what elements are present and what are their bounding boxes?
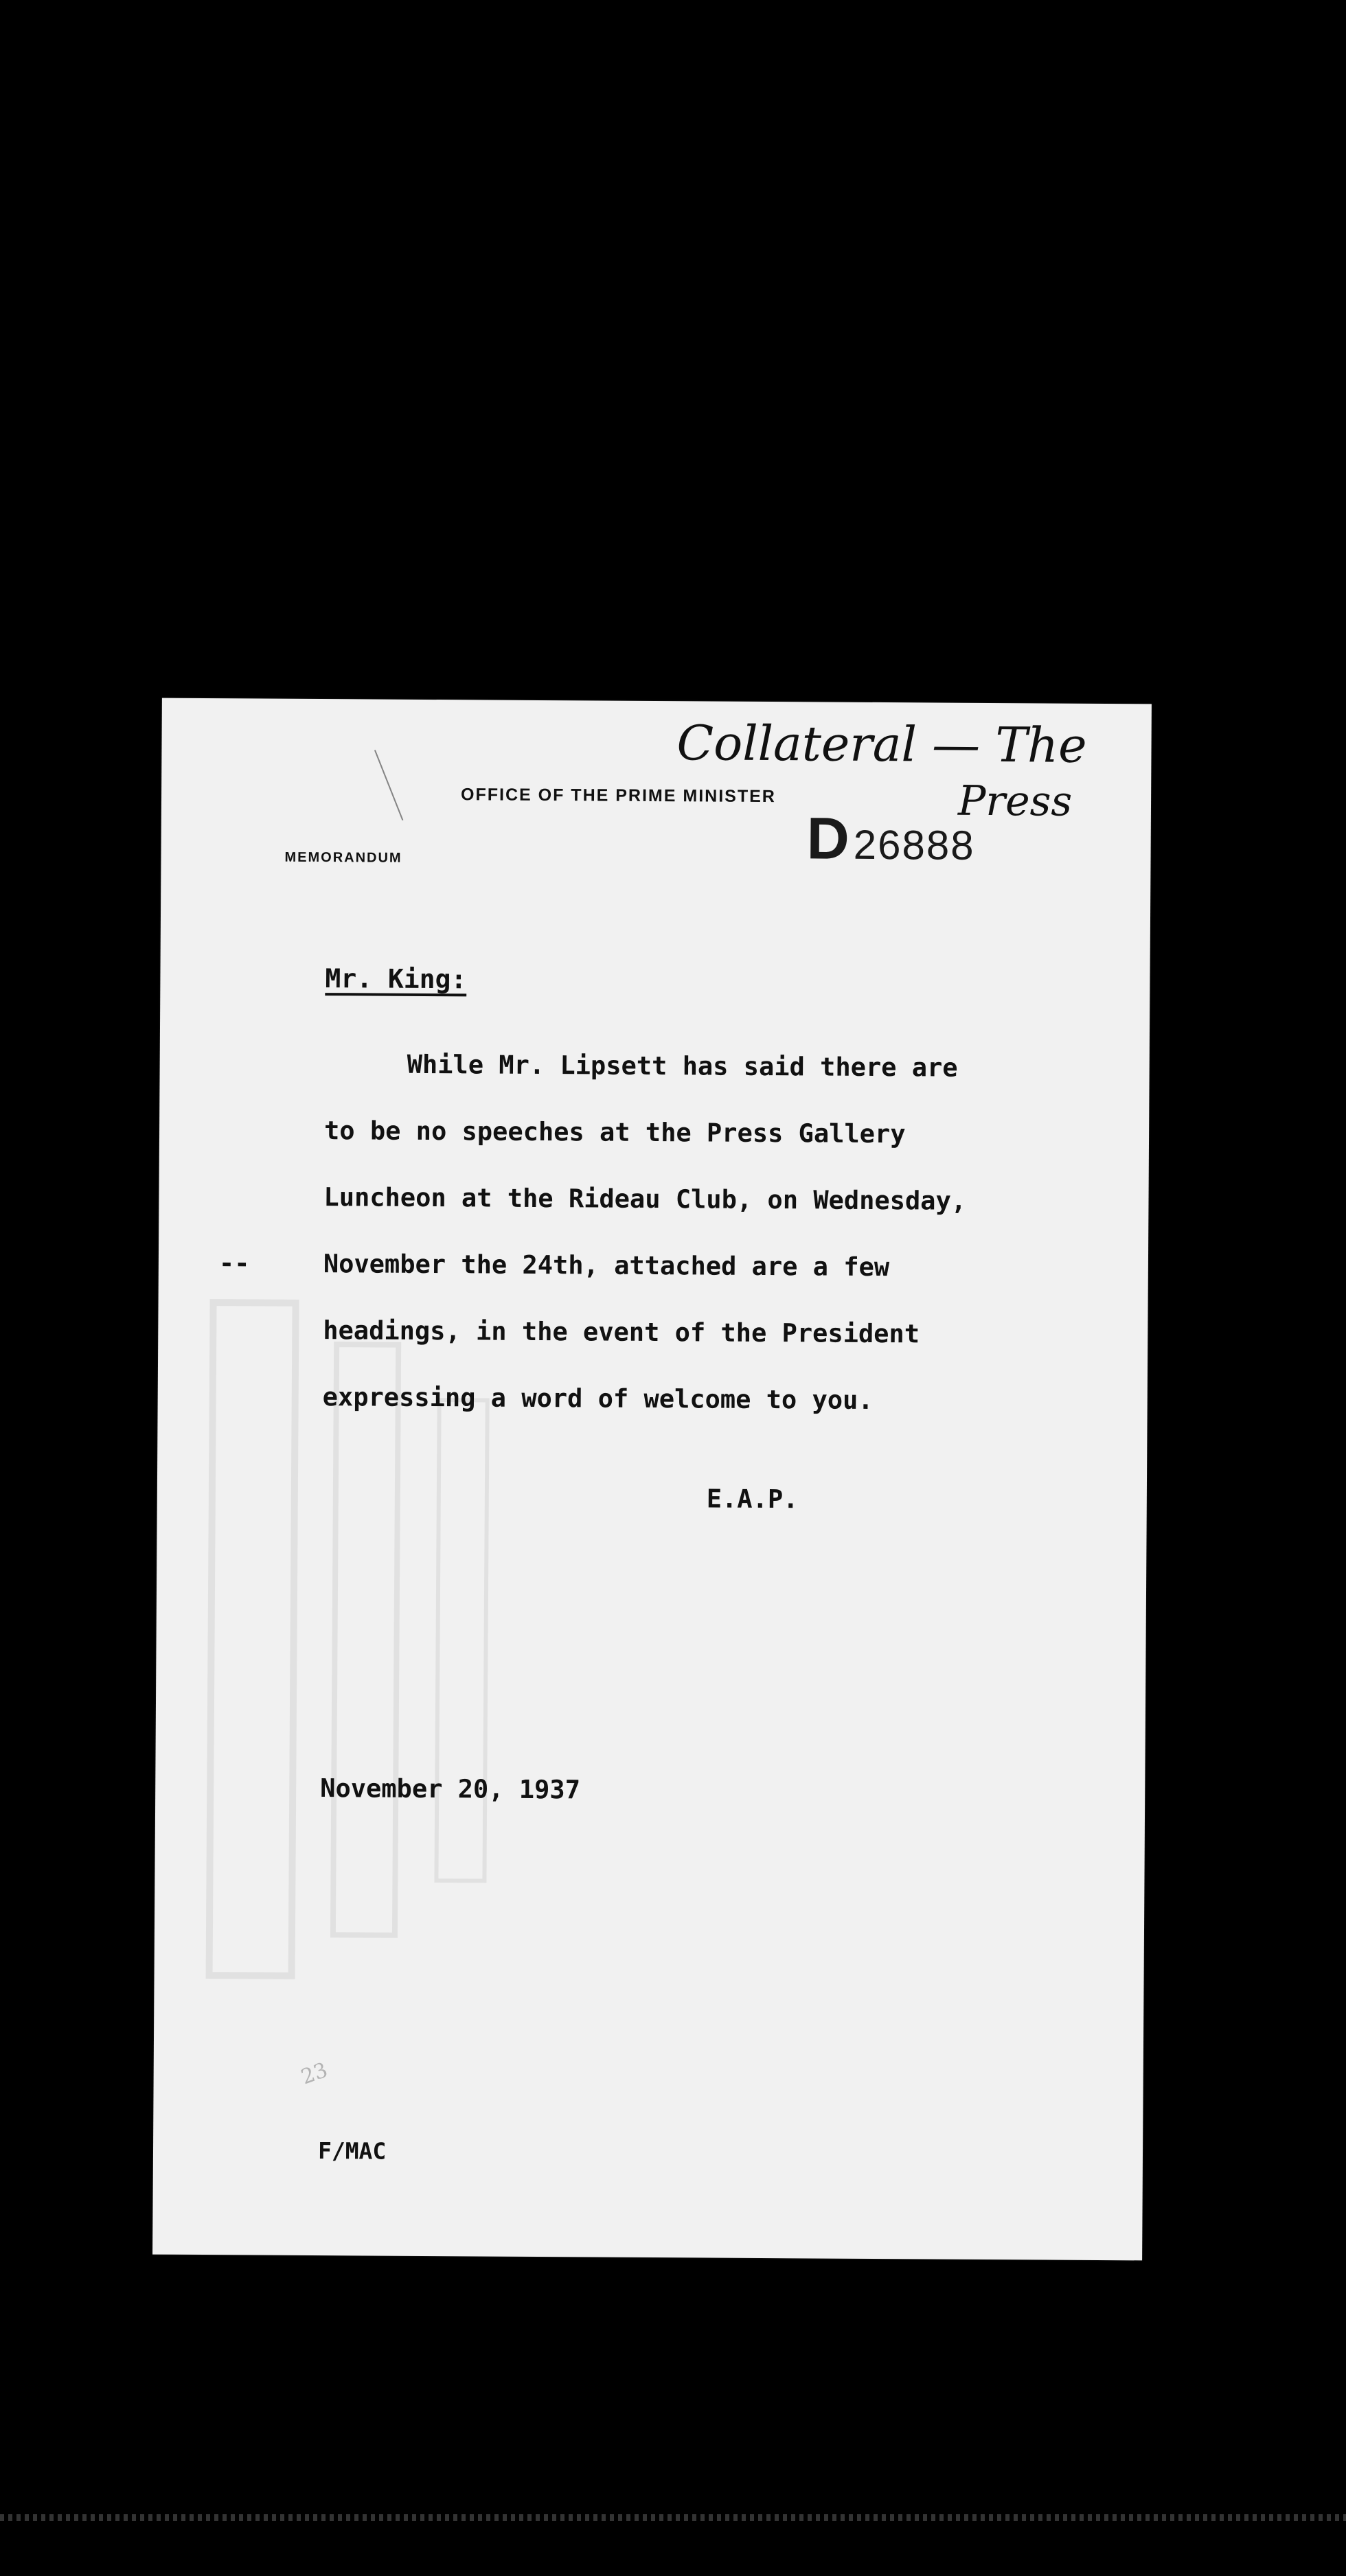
bleed-through-stamp: [181, 1261, 598, 2019]
reference-code: F/MAC: [317, 2137, 387, 2165]
memorandum-label: MEMORANDUM: [284, 849, 402, 866]
document-number: 26888: [853, 821, 975, 869]
office-header: OFFICE OF THE PRIME MINISTER: [461, 785, 776, 807]
signature-initials: E.A.P.: [706, 1484, 799, 1515]
paper-scratch: [374, 750, 403, 820]
microfilm-edge: [0, 2514, 1346, 2521]
handwritten-note-line2: Press: [957, 777, 1073, 826]
body-line: November the 24th, attached are a few: [323, 1249, 890, 1283]
document-number-stamp: [806, 805, 975, 873]
body-line: to be no speeches at the Press Gallery: [323, 1116, 906, 1149]
faint-pencil-mark: 23: [297, 2058, 331, 2090]
body-line: While Mr. Lipsett has said there are: [407, 1049, 958, 1083]
body-line: headings, in the event of the President: [323, 1315, 920, 1349]
margin-mark: --: [218, 1248, 250, 1278]
document-number-prefix: D: [806, 805, 850, 872]
body-line: expressing a word of welcome to you.: [322, 1382, 874, 1415]
memo-date: November 20, 1937: [320, 1773, 581, 1805]
body-line: Luncheon at the Rideau Club, on Wednesday,: [323, 1182, 967, 1216]
salutation: Mr. King:: [325, 963, 467, 995]
handwritten-note-line1: Collateral — The: [676, 715, 1087, 774]
memo-page: [152, 698, 1152, 2261]
